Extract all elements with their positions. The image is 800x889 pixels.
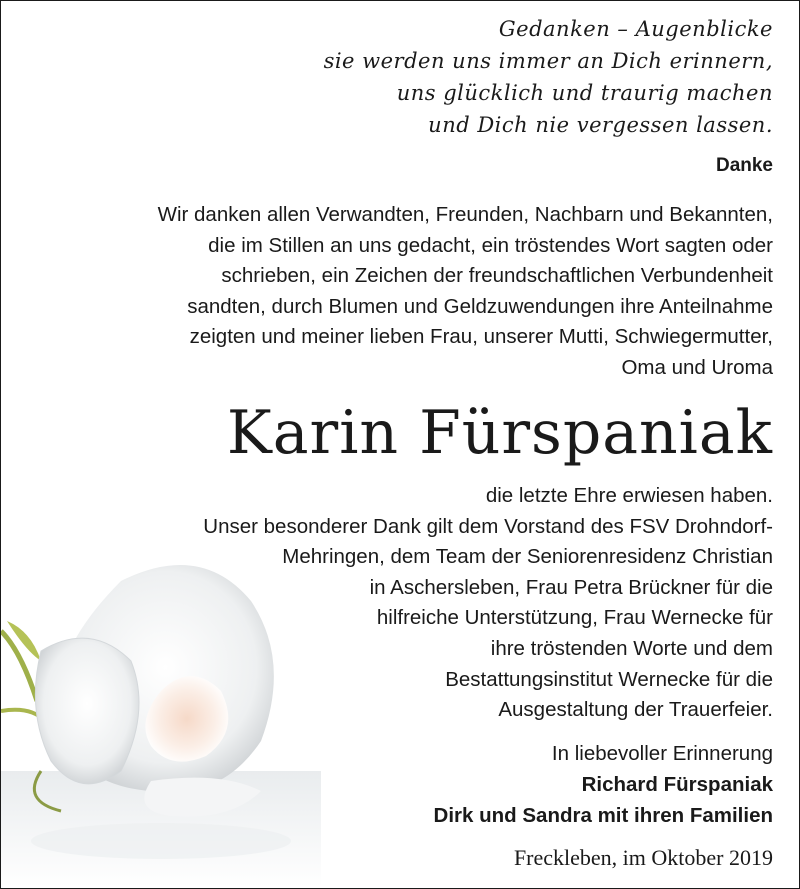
text-line: zeigten und meiner lieben Frau, unserer Mutti, Schwiegermutter, xyxy=(189,325,773,349)
signature-family: Dirk und Sandra mit ihren Familien xyxy=(433,804,773,827)
text-line: ihre tröstenden Worte und dem xyxy=(490,636,773,660)
text-line: hilfreiche Unterstützung, Frau Wernecke für xyxy=(376,606,773,630)
signature-intro: In liebevoller Erinnerung xyxy=(551,742,773,765)
text-line: Bestattungsinstitut Wernecke für die xyxy=(445,667,773,691)
deceased-name: Karin Fürspaniak xyxy=(226,398,773,468)
poem xyxy=(324,13,773,141)
text-line: sandten, durch Blumen und Geldzuwendungen ihre Anteilnahme xyxy=(187,294,773,318)
thanks-heading: Danke xyxy=(715,155,773,176)
poem-line: sie werden uns immer an Dich erinnern, xyxy=(323,49,773,73)
text-line: Ausgestaltung der Trauerfeier. xyxy=(498,698,773,722)
poem-line: uns glücklich und traurig machen xyxy=(396,81,773,105)
closing-paragraph xyxy=(203,481,773,726)
place-date: Freckleben, im Oktober 2019 xyxy=(513,845,773,870)
text-line: Unser besonderer Dank gilt dem Vorstand des FSV Drohndorf- xyxy=(203,514,773,538)
text-line: Oma und Uroma xyxy=(621,355,773,379)
text-line: die letzte Ehre erwiesen haben. xyxy=(485,484,773,507)
poem-line: und Dich nie vergessen lassen. xyxy=(428,113,773,137)
poem-line: Gedanken – Augenblicke xyxy=(498,17,773,41)
text-line: die im Stillen an uns gedacht, ein tröstendes Wort sagten oder xyxy=(208,233,773,257)
text-line: schrieben, ein Zeichen der freundschaftlichen Verbundenheit xyxy=(221,264,773,288)
thanks-paragraph xyxy=(158,200,773,384)
signature-block xyxy=(434,738,773,831)
text-line: Mehringen, dem Team der Seniorenresidenz Christian xyxy=(282,545,773,569)
signature-name: Richard Fürspaniak xyxy=(581,773,773,796)
text-line: in Aschersleben, Frau Petra Brückner für die xyxy=(369,575,773,599)
text-line: Wir danken allen Verwandten, Freunden, Nachbarn und Bekannten, xyxy=(157,203,773,226)
